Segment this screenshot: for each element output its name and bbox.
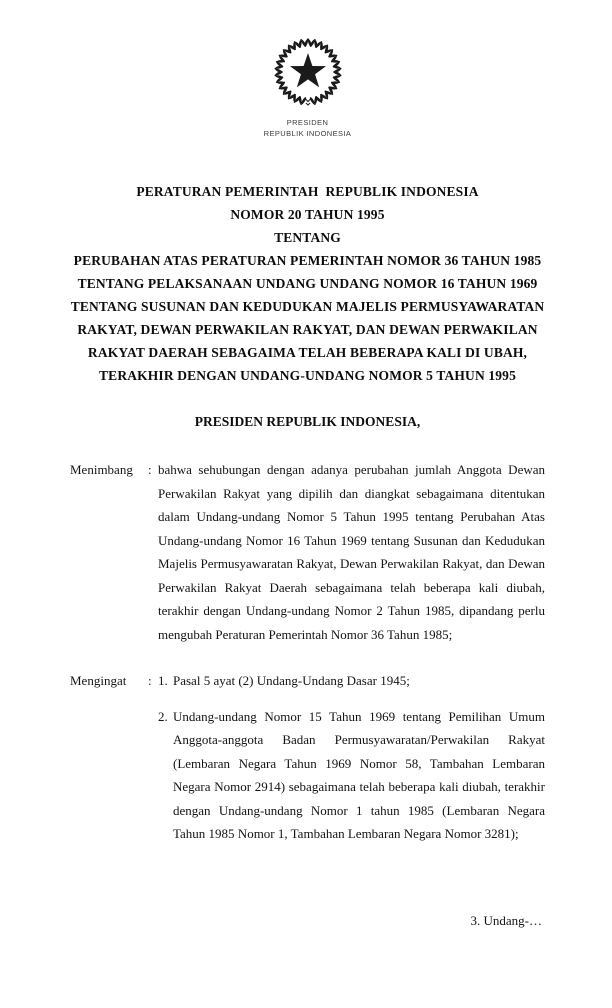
clause-separator: : bbox=[148, 462, 152, 477]
org-name-line1: PRESIDEN bbox=[286, 118, 329, 127]
clause-paragraph: bahwa sehubungan dengan adanya perubahan jumlah Anggota Dewan Perwakilan Rakyat yang dipilih dan diangkat sebagaimana ditentukan dalam Undang-undang Nomor 5 Tahun 1995 tentang Perubahan Atas Undang-undang Nomor 16 Tahun 1969 tentang Susunan dan Kedudukan Majelis Permusyawaratan Rakyat, Dewan Perwakilan Rakyat, dan Dewan Perwakilan Rakyat Daerah sebagaimana telah beberapa kali diubah, terakhir dengan Undang-undang Nomor 2 Tahun 1985, dipandang perlu mengubah Peraturan Pemerintah Nomor 36 Tahun 1985; bbox=[158, 462, 545, 642]
title-block bbox=[70, 180, 545, 387]
clause-mengingat bbox=[70, 669, 545, 846]
clause-separator: : bbox=[148, 673, 152, 688]
list-item bbox=[158, 669, 545, 693]
clause-label: Menimbang bbox=[70, 462, 133, 477]
page-catchword: 3. Undang-… bbox=[470, 912, 542, 928]
tentang-line: TENTANG bbox=[274, 230, 341, 245]
regulation-title-line: PERATURAN PEMERINTAH REPUBLIK INDONESIA bbox=[136, 184, 479, 199]
list-item-number: 2. bbox=[158, 708, 168, 724]
regulation-number-line: NOMOR 20 TAHUN 1995 bbox=[230, 207, 385, 222]
star-wreath-emblem-icon bbox=[270, 34, 346, 110]
subject-line: RAKYAT, DEWAN PERWAKILAN RAKYAT, DAN DEWAN PERWAKILAN bbox=[77, 322, 538, 337]
subject-line: TERAKHIR DENGAN UNDANG-UNDANG NOMOR 5 TAHUN 1995 bbox=[99, 368, 516, 383]
subject-line: TENTANG SUSUNAN DAN KEDUDUKAN MAJELIS PERMUSYAWARATAN bbox=[70, 299, 545, 314]
subject-line: TENTANG PELAKSANAAN UNDANG UNDANG NOMOR 16 TAHUN 1969 bbox=[77, 276, 538, 291]
list-item-text: Pasal 5 ayat (2) Undang-Undang Dasar 1945; bbox=[173, 673, 410, 688]
org-name-line2: REPUBLIK INDONESIA bbox=[263, 129, 352, 138]
preamble-heading: PRESIDEN REPUBLIK INDONESIA, bbox=[194, 414, 421, 429]
subject-line: PERUBAHAN ATAS PERATURAN PEMERINTAH NOMOR 36 TAHUN 1985 bbox=[73, 253, 542, 268]
list-item bbox=[158, 705, 545, 846]
clause-menimbang bbox=[70, 458, 545, 646]
list-item-text: Undang-undang Nomor 15 Tahun 1969 tentang Pemilihan Umum Anggota-anggota Badan Permusyawaratan/Perwakilan Rakyat (Lembaran Negara Tahun 1969 Nomor 58, Tambahan Lembaran Negara Nomor 2914) sebagaimana telah beberapa kali diubah, terakhir dengan Undang-undang Nomor 1 tahun 1985 (Lembaran Negara Tahun 1985 Nomor 1, Tambahan Lembaran Negara Nomor 3281); bbox=[173, 708, 545, 841]
document-header bbox=[70, 34, 545, 139]
subject-line: RAKYAT DAERAH SEBAGAIMA TELAH BEBERAPA KALI DI UBAH, bbox=[87, 345, 528, 360]
list-item-number: 1. bbox=[158, 673, 168, 688]
clause-label: Mengingat bbox=[70, 673, 127, 688]
